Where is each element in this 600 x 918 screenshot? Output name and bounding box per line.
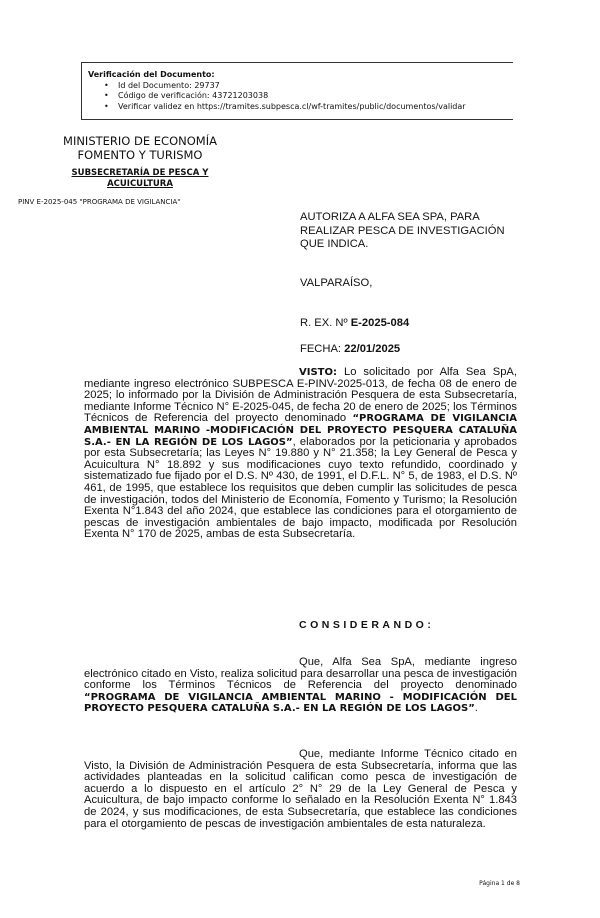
verification-list: [88, 81, 513, 113]
considerando-project-name: “PROGRAMA DE VIGILANCIA AMBIENTAL MARINO - MODIFICACIÓN DEL PROYECTO PESQUERA CATALUÑA S.A.- EN LA REGIÓN DE LOS LAGOS”: [84, 691, 517, 715]
resolution-title: [300, 211, 520, 252]
verification-title: Verificación del Documento:: [88, 70, 215, 79]
resolution-number: [300, 316, 409, 330]
visto-text-2: , elaborados por la peticionaria y aprobados por esta Subsecretaría; las Leyes N° 19.880 y N° 21.358; la Ley General de Pesca y Acuicultura N° 18.892 y sus modificaciones cuyo texto refundido, coordinado y sistematizado fue fijado por el D.S. Nº 430, de 1991, el D.F.L. N° 5, de 1983, el D.S. Nº 461, de 1995, que establece los requisitos que deben cumplir las solicitudes de pesca de investigación, todos del Ministerio de Economía, Fomento y Turismo; la Resolución Exenta N°1.843 del año 2024, que establece las condiciones para el otorgamiento de pescas de investigación ambientales de bajo impacto, modificada por Resolución Exenta N° 170 de 2025, ambas de esta Subsecretaría.: [84, 435, 517, 541]
resolution-title-line-2: REALIZAR PESCA DE INVESTIGACIÓN: [300, 224, 505, 237]
ministry-name: [40, 134, 240, 162]
document-reference: PINV E-2025-045 "PROGRAMA DE VIGILANCIA": [18, 198, 181, 206]
visto-project-name: “PROGRAMA DE VIGILANCIA AMBIENTAL MARINO -MODIFICACIÓN DEL PROYECTO PESQUERA CATALUÑA S.A.- EN LA REGIÓN DE LOS LAGOS”: [84, 413, 517, 448]
visto-text-1: Lo solicitado por Alfa Sea SpA, mediante ingreso electrónico SUBPESCA E-PINV-2025-013, de fecha 08 de enero de 2025; lo informado por la División de Administración Pesquera de esta Subsecretaría, mediante Informe Técnico N° E-2025-045, de fecha 20 de enero de 2025; los Términos Técnicos de Referencia del proyecto denominado: [84, 366, 517, 425]
considerando-text-2: Que, mediante Informe Técnico citado en Visto, la División de Administración Pesquera de esta Subsecretaría, informa que las actividades planteadas en la solicitud califican como pesca de investigación de acuerdo a lo dispuesto en el artículo 2° N° 29 de la Ley General de Pesca y Acuicultura, de bajo impacto conforme lo señalado en la Resolución Exenta N° 1.843 de 2024, y sus modificaciones, de esta Subsecretaría, que establece las condiciones para el otorgamiento de pescas de investigación ambientales de esta naturaleza.: [84, 748, 517, 830]
subsecretaria-line-2: ACUICULTURA: [107, 179, 173, 189]
ministry-line-1: MINISTERIO DE ECONOMÍA: [63, 134, 217, 148]
rex-number: E-2025-084: [350, 317, 410, 329]
rex-label: R. EX. Nº: [300, 317, 351, 329]
verification-item-code: • Código de verificación: 43721203038: [118, 91, 513, 102]
ministry-line-2: FOMENTO Y TURISMO: [77, 148, 203, 162]
resolution-title-line-1: AUTORIZA A ALFA SEA SPA, PARA: [300, 211, 480, 223]
verification-box: [81, 62, 513, 120]
considerando-paragraph-1: [84, 657, 517, 715]
resolution-date: [300, 342, 400, 356]
date-label: FECHA:: [300, 343, 345, 355]
considerando-paragraph-2: [84, 749, 517, 830]
considerando-text-end: .: [474, 702, 478, 715]
subsecretaria-line-1: SUBSECRETARÍA DE PESCA Y: [71, 168, 209, 178]
resolution-title-line-3: QUE INDICA.: [300, 238, 369, 250]
date-value: 22/01/2025: [344, 343, 401, 355]
city: VALPARAÍSO,: [300, 277, 373, 289]
considerando-text-1: Que, Alfa Sea SpA, mediante ingreso electrónico citado en Visto, realiza solicitud para desarrollar una pesca de investigación conforme los Términos Técnicos de Referencia del proyecto denominado: [84, 656, 517, 692]
visto-paragraph: [84, 367, 517, 541]
visto-label: VISTO:: [299, 367, 337, 378]
verification-item-id: • Id del Documento: 29737: [118, 81, 513, 92]
page-number: Página 1 de 8: [479, 880, 520, 887]
considerando-heading: CONSIDERANDO:: [299, 619, 435, 631]
subsecretaria-name: [40, 168, 240, 190]
verification-item-url[interactable]: • Verificar validez en https://tramites.subpesca.cl/wf-tramites/public/documentos/validar: [118, 102, 513, 113]
